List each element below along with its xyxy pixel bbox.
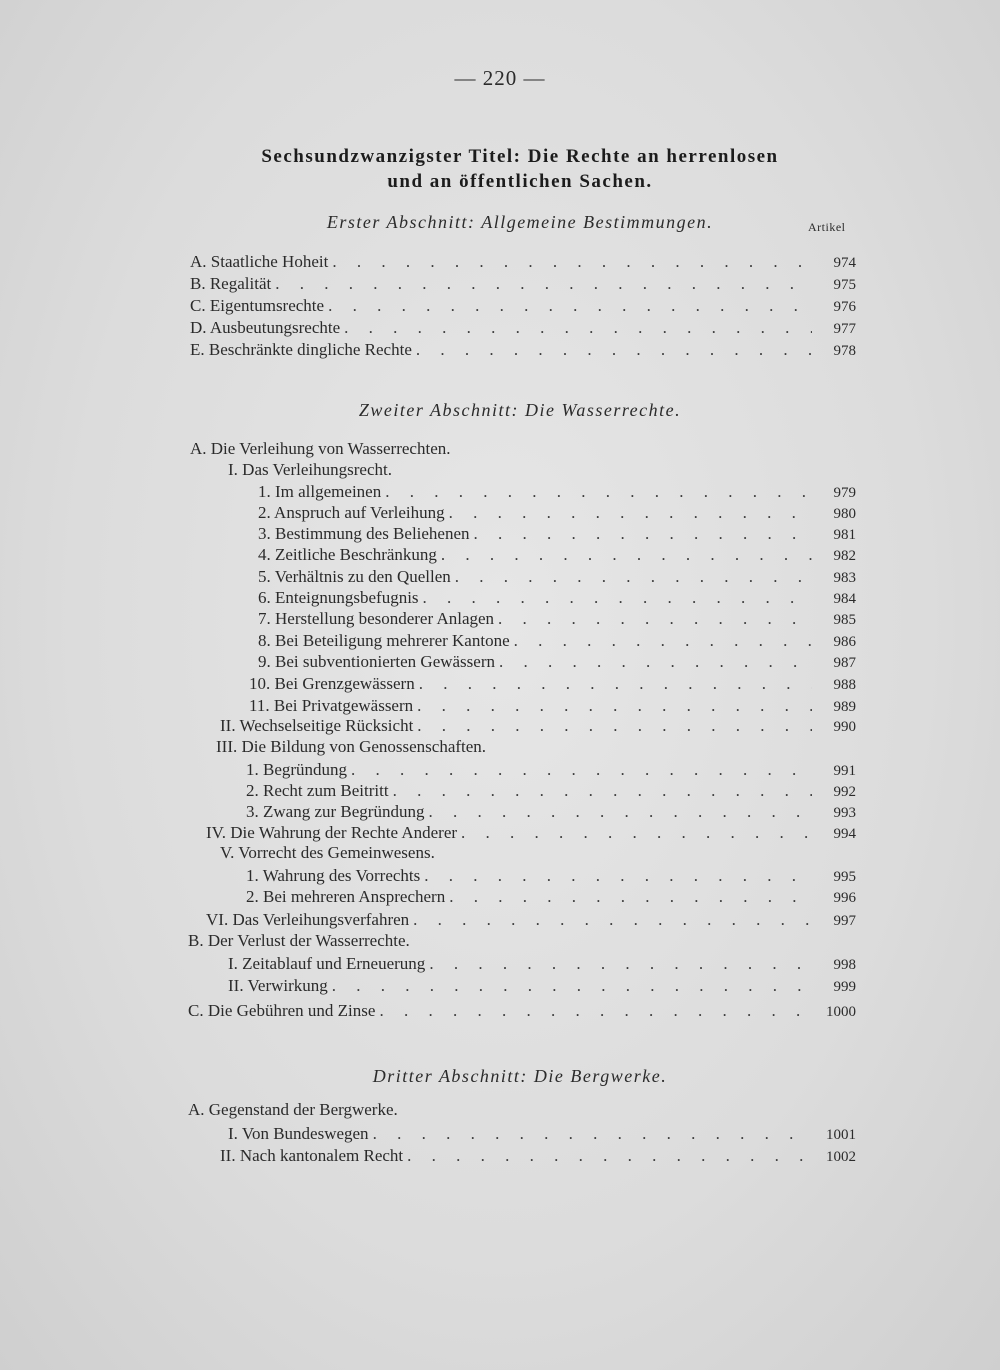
toc-entry: 6. Enteignungsbefugnis . . . 984 xyxy=(258,588,856,610)
toc-entry: 2. Recht zum Beitritt . . . 992 xyxy=(246,781,856,803)
toc-entry: II. Wechselseitige Rücksicht . . . 990 xyxy=(220,716,856,738)
toc-entry: 5. Verhältnis zu den Quellen . . . 983 xyxy=(258,567,856,589)
toc-entry: 11. Bei Privatgewässern . . . 989 xyxy=(249,696,856,718)
toc-entry: 2. Bei mehreren Ansprechern . . . 996 xyxy=(246,887,856,909)
toc-entry: D. Ausbeutungsrechte . . . 977 xyxy=(190,318,856,340)
toc-entry: 8. Bei Beteiligung mehrerer Kantone . . . 986 xyxy=(258,631,856,653)
subheading: III. Die Bildung von Genossenschaften. xyxy=(216,737,487,756)
toc-entry: 10. Bei Grenzgewässern . . . 988 xyxy=(249,674,856,696)
toc-entry: II. Verwirkung . . . 999 xyxy=(228,976,856,998)
toc-entry: 9. Bei subventionierten Gewässern . . . 987 xyxy=(258,652,856,674)
toc-entry: C. Die Gebühren und Zinse . . . 1000 xyxy=(188,1001,856,1023)
toc-entry: I. Von Bundeswegen . . . 1001 xyxy=(228,1124,856,1146)
section1-heading: Erster Abschnitt: Allgemeine Bestimmungen. xyxy=(326,212,714,232)
subheading: V. Vorrecht des Gemeinwesens. xyxy=(220,843,435,862)
toc-entry: 3. Bestimmung des Beliehenen . . . 981 xyxy=(258,524,856,546)
artikel-label: Artikel xyxy=(808,220,846,234)
toc-entry: 3. Zwang zur Begründung . . . 993 xyxy=(246,802,856,824)
title-line-1: Sechsundzwanzigster Titel: Die Rechte an herrenlosen xyxy=(261,146,779,167)
toc-entry: B. Regalität . . . 975 xyxy=(190,274,856,296)
toc-entry: IV. Die Wahrung der Rechte Anderer . . . 994 xyxy=(206,823,856,845)
toc-entry: A. Staatliche Hoheit . . . 974 xyxy=(190,252,856,274)
subheading: I. Das Verleihungsrecht. xyxy=(228,460,392,479)
toc-entry: 1. Im allgemeinen . . . 979 xyxy=(258,482,856,504)
title-line-2: und an öffentlichen Sachen. xyxy=(387,171,653,192)
toc-entry: VI. Das Verleihungsverfahren . . . 997 xyxy=(206,910,856,932)
toc-entry: II. Nach kantonalem Recht . . . 1002 xyxy=(220,1146,856,1168)
toc-entry: 1. Begründung . . . 991 xyxy=(246,760,856,782)
toc-entry: E. Beschränkte dingliche Rechte . . . 978 xyxy=(190,340,856,362)
toc-entry: 1. Wahrung des Vorrechts . . . 995 xyxy=(246,866,856,888)
subheading: A. Gegenstand der Bergwerke. xyxy=(188,1100,398,1119)
subheading: B. Der Verlust der Wasserrechte. xyxy=(188,931,410,950)
toc-entry: 4. Zeitliche Beschränkung . . . 982 xyxy=(258,545,856,567)
toc-entry: 2. Anspruch auf Verleihung . . . 980 xyxy=(258,503,856,525)
section2-heading: Zweiter Abschnitt: Die Wasserrechte. xyxy=(358,400,682,420)
toc-entry: 7. Herstellung besonderer Anlagen . . . 985 xyxy=(258,609,856,631)
section3-heading: Dritter Abschnitt: Die Bergwerke. xyxy=(372,1066,668,1086)
toc-entry: I. Zeitablauf und Erneuerung . . . 998 xyxy=(228,954,856,976)
toc-entry: C. Eigentumsrechte . . . 976 xyxy=(190,296,856,318)
subheading: A. Die Verleihung von Wasserrechten. xyxy=(190,439,451,458)
page-number: — 220 — xyxy=(454,66,546,90)
